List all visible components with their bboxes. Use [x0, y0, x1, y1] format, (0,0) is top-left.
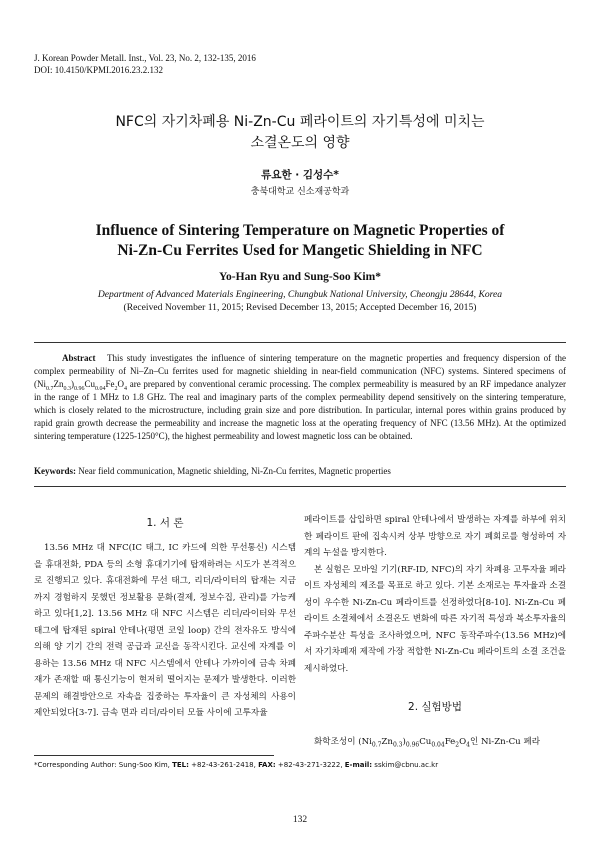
abstract-sub-4: 0.04 [95, 385, 106, 392]
journal-info [34, 52, 256, 76]
corresponding-author-footnote [34, 761, 438, 769]
methods-text-g: 인 Ni-Zn-Cu 페라 [469, 736, 541, 747]
intro-paragraph: 13.56 MHz 대 NFC(IC 태그, IC 카드에 의한 무선통신) 시스템을 휴대전화, PDA 등의 소형 휴대기기에 탑재하려는 시도가 본격적으로 진행되고 있다. 휴대전화에 무선 태그, 리더/라이터의 탑재는 지금까지 경험하지 못했던 정보활용 문화(결제, 정보수집, 관리)를 가능케 하고 있다[1,2]. 13.56 MHz 대 NFC 시스템은 리더/라이터와 무선태그에 탑재된 spiral 안테나(평면 코일 loop) 간의 전자유도 방식에 의해 양 기기 간의 전력 공급과 교신을 동작시킨다. 교신에 자계를 이용하는 13.56 MHz 대 NFC 시스템에서 안테나 가까이에 금속 차폐재가 존재할 때 통신기능이 현저히 떨어지는 문제가 발생한다. 이러한 문제의 해결방안으로 자속을 집중하는 투자율이 큰 자성체의 사용이 제안되었다[3-7]. 금속 면과 리더/라이터 모듈 사이에 고투자율 [34, 543, 296, 718]
methods-sub-2: 0.3 [392, 741, 403, 749]
methods-text-f: O [459, 736, 467, 747]
methods-sub-5: 2 [455, 741, 460, 749]
korean-affiliation: 충북대학교 신소재공학과 [250, 187, 350, 197]
methods-text-a: 화학조성이 (Ni [314, 736, 372, 747]
methods-text-b: Zn [381, 736, 393, 747]
footnote-email: sskim@cbnu.ac.kr [372, 761, 439, 769]
journal-doi: DOI: 10.4150/KPMI.2016.23.2.132 [34, 65, 164, 75]
abstract-text-4: Cu [84, 379, 96, 389]
abstract-label: Abstract [62, 353, 96, 363]
abstract-text-5: Fe [105, 379, 115, 389]
footnote-fax-label: FAX: [258, 761, 276, 769]
methods-text-d: Cu [419, 736, 432, 747]
abstract-sub-6: 4 [124, 385, 128, 392]
methods-text-e: Fe [444, 736, 456, 747]
abstract-top-rule [34, 342, 566, 343]
korean-title [40, 112, 560, 154]
english-affiliation: Department of Advanced Materials Engineering, Chungbuk National University, Cheongju 28644, Korea [97, 289, 503, 300]
english-authors: Yo-Han Ryu and Sung-Soo Kim* [219, 271, 381, 283]
english-title [40, 221, 560, 261]
footnote-author: *Corresponding Author: Sung-Soo Kim, [34, 761, 173, 769]
methods-paragraph [304, 734, 566, 751]
footnote-email-label: E-mail: [344, 761, 373, 769]
korean-title-line1: NFC의 자기차폐용 Ni-Zn-Cu 페라이트의 자기특성에 미치는 [115, 114, 485, 130]
methods-sub-3: 0.96 [405, 741, 420, 749]
methods-text-c: ) [402, 736, 406, 747]
left-column [34, 540, 296, 722]
methods-sub-4: 0.04 [431, 741, 445, 749]
footnote-tel-label: TEL: [172, 761, 189, 769]
abstract-text-7: are prepared by conventional ceramic processing. The complex permeability is measured by an RF impedance analyzer in the range of 1 MHz to 1.8 GHz. The real and imaginary parts of the complex permeability depend sensitively on the sintering temperature, which is closely related to the microstructure, including grain size and pore distribution. In particular, internal pores within grains produced by rapid grain growth decrease the permeability and increase the magnetic loss at the operating frequency of NFC (13.56 MHz). At the optimized sintering temperature (1225-1250°C), the highest permeability and lowest magnetic loss can be obtained. [34, 379, 566, 441]
right-paragraph-1: 페라이트를 삽입하면 spiral 안테나에서 발생하는 자계를 하부에 위치한 페라이트 판에 집속시켜 상부 방향으로 자기 폐회로를 형성하여 자계의 누설을 방지한다. [304, 515, 566, 558]
keywords-text: Near field communication, Magnetic shielding, Ni-Zn-Cu ferrites, Magnetic properties [76, 466, 391, 476]
english-title-line1: Influence of Sintering Temperature on Magnetic Properties of [95, 222, 505, 239]
abstract-sub-2: 0.3 [63, 385, 71, 392]
methods-sub-1: 0.7 [371, 741, 382, 749]
abstract-sub-5: 2 [114, 385, 118, 392]
methods-sub-6: 4 [466, 741, 470, 749]
received-dates: (Received November 11, 2015; Revised December 13, 2015; Accepted December 16, 2015) [123, 302, 477, 313]
footnote-rule [34, 755, 274, 756]
korean-authors: 류요한 · 김성수* [261, 169, 339, 181]
right-paragraph-2: 본 실험은 모바일 기기(RF-ID, NFC)의 자기 차폐용 고투자율 페라이트 자성체의 제조를 목표로 하고 있다. 기본 소재로는 투자율과 소결성이 우수한 Ni-Zn-Cu 페라이트를 선정하였다[8-10]. Ni-Zn-Cu 페라이트 소결체에서 소결온도 변화에 따른 자기적 특성과 복소투자율의 주파수분산 특성을 조사하였으며, NFC 동작주파수(13.56 MHz)에서 자기차폐재 제작에 가장 적합한 Ni-Zn-Cu 페라이트의 소결 조건을 제시하였다. [304, 564, 566, 674]
abstract-text-2: Zn [53, 379, 64, 389]
keywords-label: Keywords: [34, 466, 76, 476]
korean-title-line2: 소결온도의 영향 [250, 135, 350, 151]
methods-heading: 2. 실험방법 [408, 701, 462, 713]
abstract-sub-1: 0.7 [46, 385, 54, 392]
page-number: 132 [292, 815, 308, 825]
abstract [34, 352, 566, 443]
abstract-text-1: This study investigates the influence of sintering temperature on the magnetic properties and frequency dispersion of the complex permeability of Ni–Zn–Cu ferrites used for magnetic shielding in near-field communication (NFC) systems. Sintered specimens of (Ni [34, 353, 566, 389]
intro-heading: 1. 서 론 [146, 517, 184, 529]
right-column [304, 512, 566, 750]
footnote-fax: +82-43-271-3222, [275, 761, 345, 769]
keywords [34, 466, 566, 476]
abstract-text-3: ) [71, 379, 74, 389]
journal-citation: J. Korean Powder Metall. Inst., Vol. 23, No. 2, 132-135, 2016 [34, 53, 256, 63]
abstract-sub-3: 0.96 [74, 385, 85, 392]
abstract-text-6: O [117, 379, 125, 389]
english-title-line2: Ni-Zn-Cu Ferrites Used for Mangetic Shielding in NFC [117, 242, 483, 259]
footnote-tel: +82-43-261-2418, [188, 761, 259, 769]
abstract-bottom-rule [34, 486, 566, 487]
